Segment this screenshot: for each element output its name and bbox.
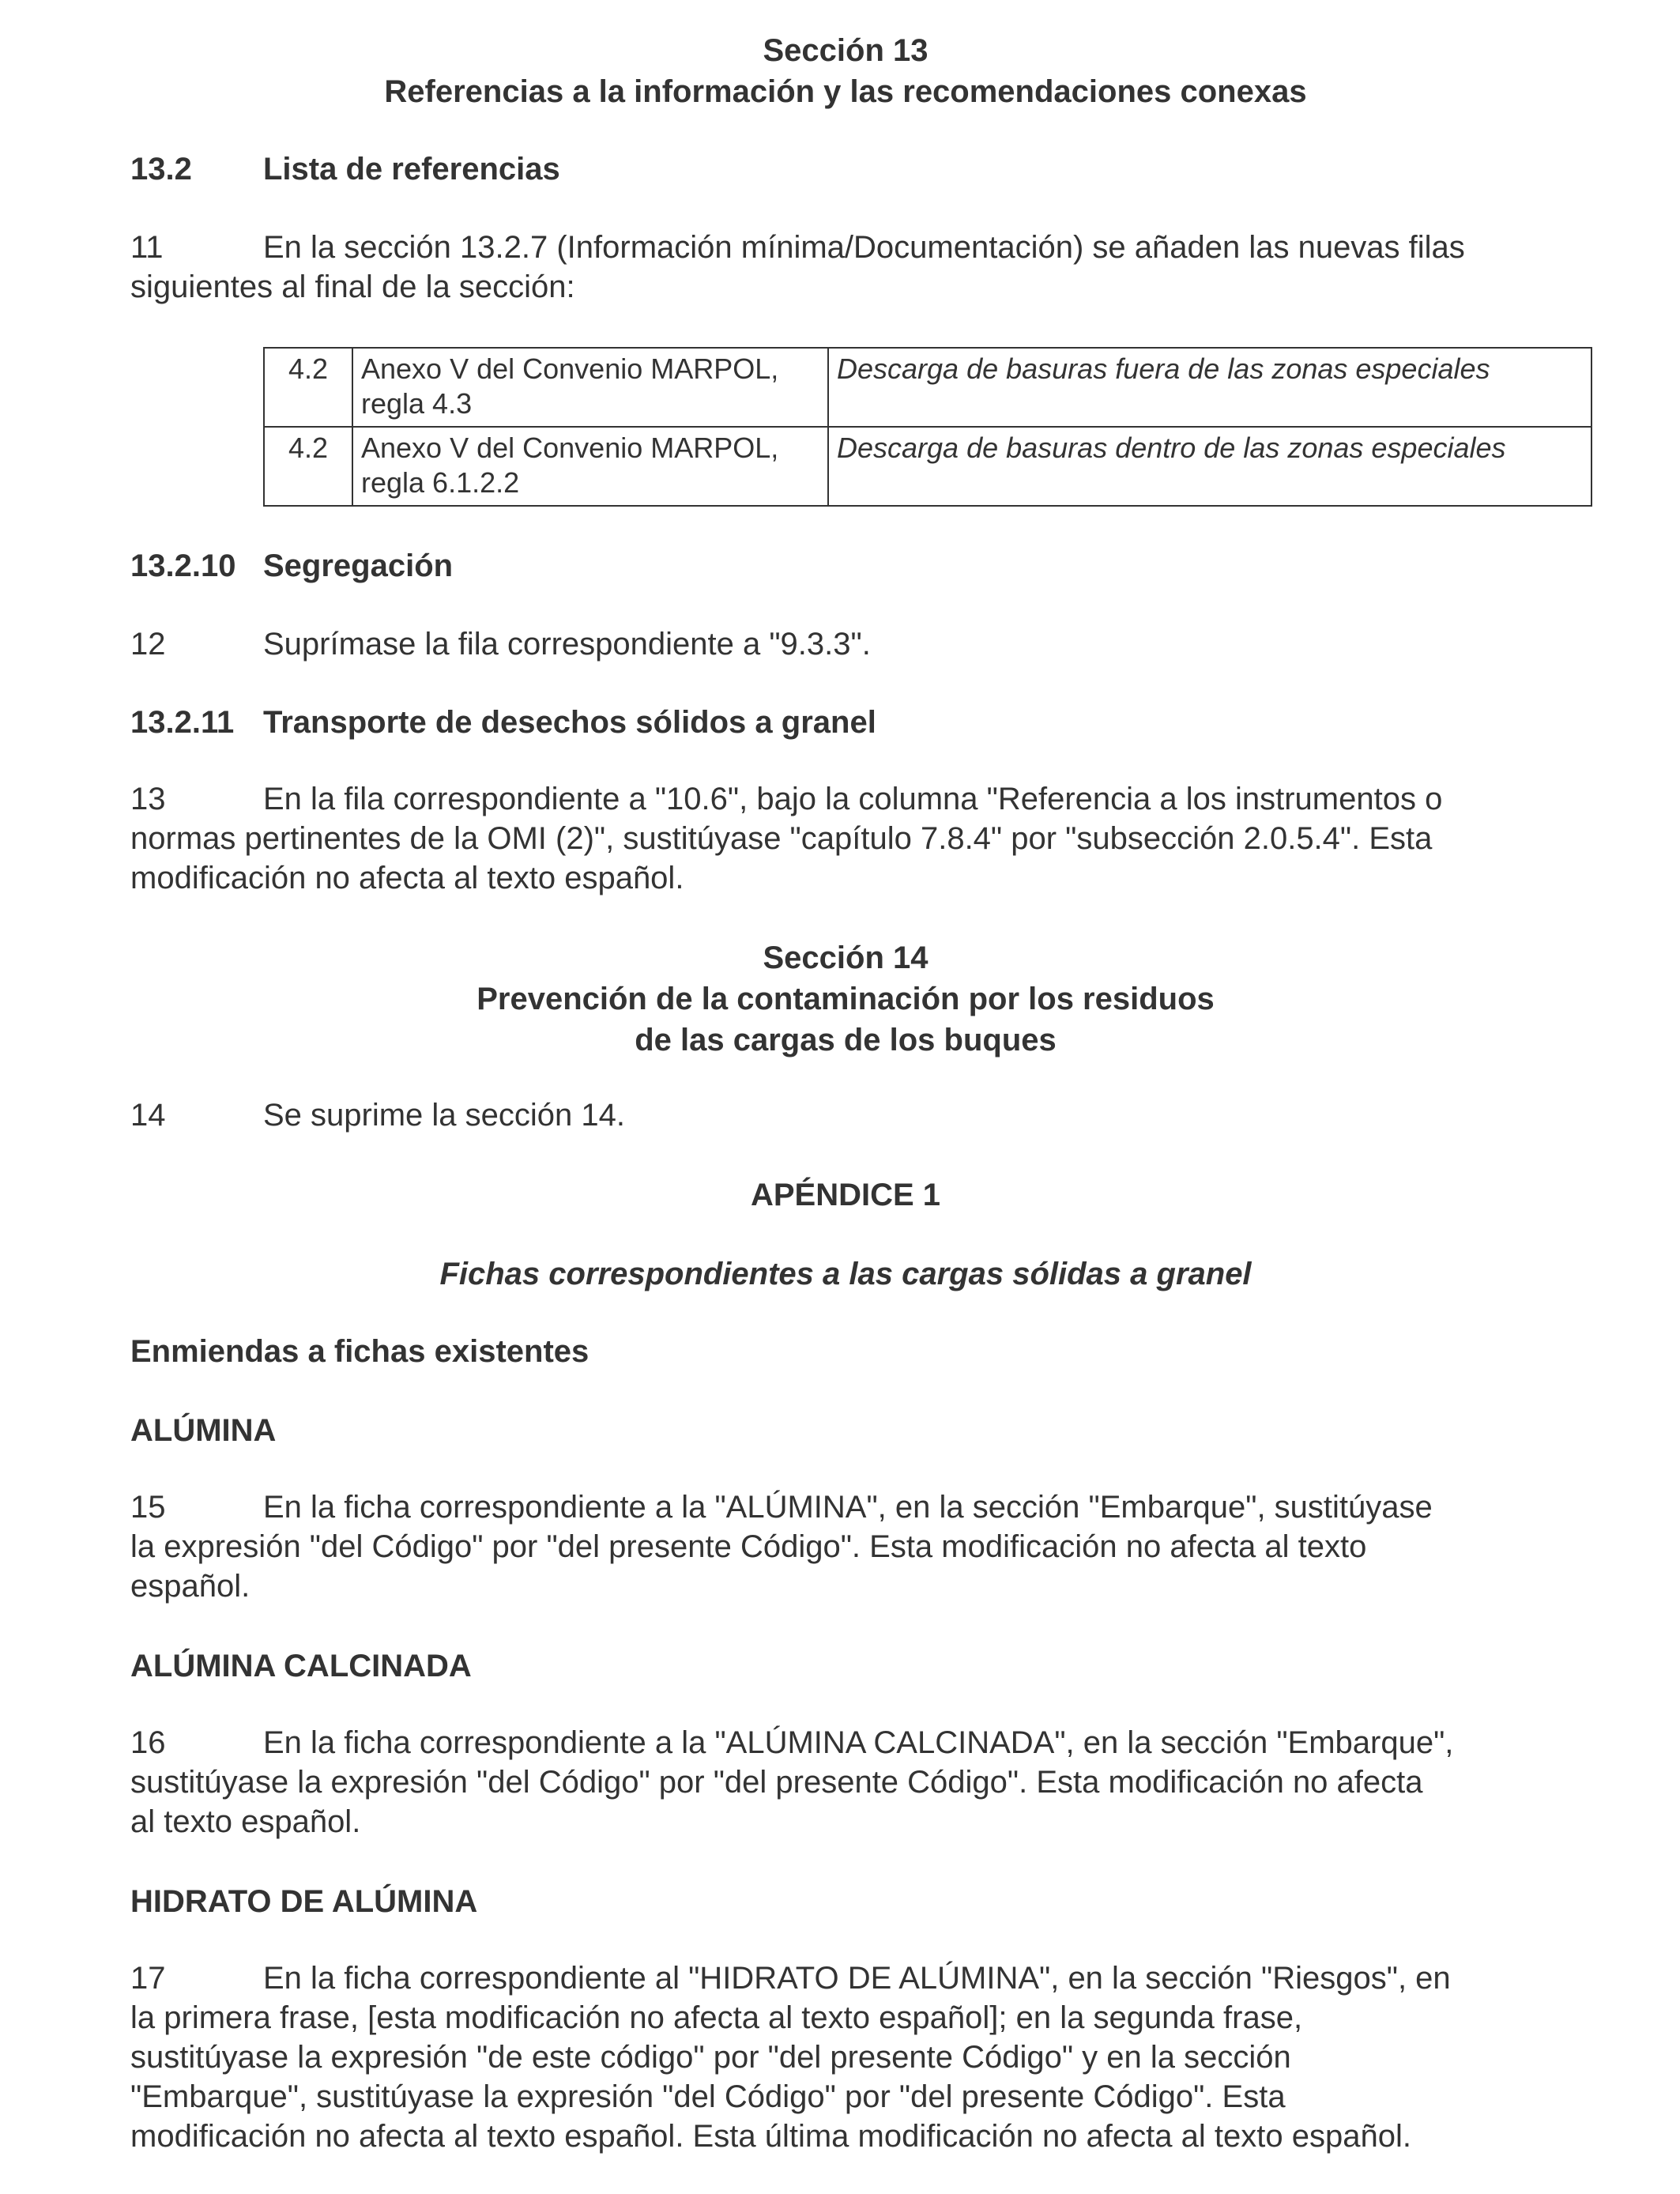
- paragraph-number: 12: [130, 627, 166, 662]
- table-cell-instrument: [352, 427, 828, 506]
- section-14-heading: [130, 937, 1561, 1061]
- alumina-heading: ALÚMINA: [130, 1413, 277, 1448]
- heading-13-2-11: [130, 702, 1561, 743]
- paragraph-line: español.: [130, 1569, 250, 1604]
- instrument-line: regla 4.3: [361, 387, 473, 420]
- table-cell-ref: 4.2: [264, 348, 352, 427]
- paragraph-line: modificación no afecta al texto español.: [130, 861, 684, 895]
- paragraph-number: 14: [130, 1098, 166, 1133]
- section-14-title: Sección 14: [763, 941, 929, 975]
- paragraph-line: siguientes al final de la sección:: [130, 270, 575, 304]
- table-row: [264, 348, 1591, 427]
- appendix-title: APÉNDICE 1: [750, 1178, 941, 1212]
- heading-number: 13.2.11: [130, 705, 235, 740]
- paragraph-15: [130, 1487, 1561, 1606]
- instrument-line: Anexo V del Convenio MARPOL,: [361, 432, 779, 464]
- hidrato-heading: HIDRATO DE ALÚMINA: [130, 1884, 478, 1919]
- section-14-subtitle: de las cargas de los buques: [635, 1023, 1057, 1057]
- section-14-subtitle: Prevención de la contaminación por los residuos: [477, 982, 1215, 1016]
- table-cell-ref: 4.2: [264, 427, 352, 506]
- paragraph-line: "Embarque", sustitúyase la expresión "del Código" por "del presente Código". Esta: [130, 2079, 1286, 2114]
- heading-title: Transporte de desechos sólidos a granel: [263, 705, 876, 740]
- section-13-title: Sección 13: [763, 33, 929, 68]
- paragraph-number: 17: [130, 1961, 166, 1996]
- heading-number: 13.2: [130, 152, 192, 187]
- heading-title: Lista de referencias: [263, 152, 560, 187]
- paragraph-line: En la ficha correspondiente a la "ALÚMINA", en la sección "Embarque", sustitúyase: [263, 1490, 1433, 1525]
- paragraph-line: modificación no afecta al texto español. Esta última modificación no afecta al texto español.: [130, 2119, 1411, 2154]
- paragraph-line: En la fila correspondiente a "10.6", bajo la columna "Referencia a los instrumentos o: [263, 782, 1443, 816]
- paragraph-number: 13: [130, 782, 166, 816]
- paragraph-number: 15: [130, 1490, 166, 1525]
- paragraph-number: 11: [130, 230, 164, 265]
- section-13-subtitle: Referencias a la información y las recomendaciones conexas: [384, 74, 1307, 109]
- paragraph-line: sustitúyase la expresión "de este código" por "del presente Código" y en la sección: [130, 2040, 1291, 2075]
- reference-table: [263, 347, 1592, 507]
- paragraph-line: En la ficha correspondiente al "HIDRATO DE ALÚMINA", en la sección "Riesgos", en: [263, 1961, 1451, 1996]
- paragraph-13: [130, 779, 1561, 898]
- paragraph-line: sustitúyase la expresión "del Código" por "del presente Código". Esta modificación no afecta: [130, 1765, 1423, 1800]
- paragraph-line: al texto español.: [130, 1804, 361, 1839]
- paragraph-17: [130, 1958, 1561, 2156]
- table-row: [264, 427, 1591, 506]
- instrument-line: regla 6.1.2.2: [361, 466, 520, 499]
- alumina-calcinada-heading: ALÚMINA CALCINADA: [130, 1649, 472, 1683]
- paragraph-line: En la ficha correspondiente a la "ALÚMINA CALCINADA", en la sección "Embarque",: [263, 1725, 1454, 1760]
- paragraph-16: [130, 1723, 1561, 1842]
- amendments-heading: Enmiendas a fichas existentes: [130, 1334, 590, 1369]
- paragraph-line: normas pertinentes de la OMI (2)", sustitúyase "capítulo 7.8.4" por "subsección 2.0.5.4". Esta: [130, 821, 1433, 856]
- heading-13-2: [130, 149, 1561, 190]
- paragraph-11: [130, 228, 1561, 307]
- paragraph-line: En la sección 13.2.7 (Información mínima/Documentación) se añaden las nuevas filas: [263, 230, 1465, 265]
- table-cell-description: Descarga de basuras fuera de las zonas especiales: [828, 348, 1591, 427]
- instrument-line: Anexo V del Convenio MARPOL,: [361, 352, 779, 385]
- heading-title: Segregación: [263, 548, 454, 583]
- paragraph-12: [130, 624, 1561, 664]
- section-13-heading: [130, 30, 1561, 112]
- paragraph-14: [130, 1095, 1561, 1135]
- paragraph-line: Se suprime la sección 14.: [263, 1098, 626, 1133]
- table-cell-description: Descarga de basuras dentro de las zonas especiales: [828, 427, 1591, 506]
- heading-number: 13.2.10: [130, 548, 236, 583]
- appendix-subtitle: Fichas correspondientes a las cargas sólidas a granel: [439, 1257, 1252, 1291]
- paragraph-line: Suprímase la fila correspondiente a "9.3.3".: [263, 627, 871, 662]
- paragraph-line: la expresión "del Código" por "del presente Código". Esta modificación no afecta al texto: [130, 1529, 1367, 1564]
- heading-13-2-10: [130, 545, 1561, 586]
- paragraph-number: 16: [130, 1725, 166, 1760]
- table-cell-instrument: [352, 348, 828, 427]
- paragraph-line: la primera frase, [esta modificación no afecta al texto español]; en la segunda frase,: [130, 2000, 1303, 2035]
